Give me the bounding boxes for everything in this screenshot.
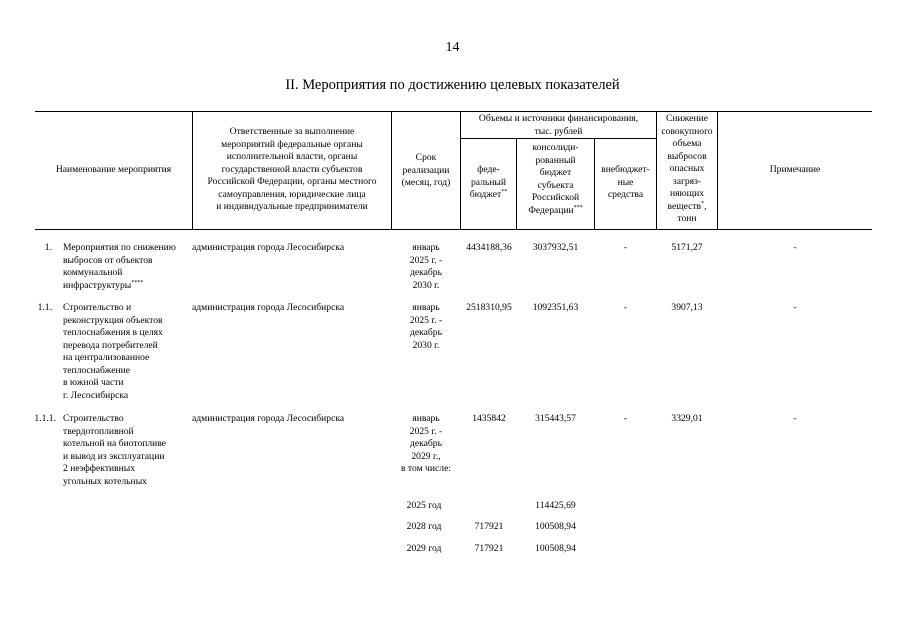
row-note: - bbox=[793, 413, 797, 424]
header-consolidated-budget: консолиди- рованный бюджет субъекта Российской Федерации*** bbox=[528, 142, 583, 216]
row-reduction: 5171,27 bbox=[671, 242, 703, 253]
year-consolidated: 100508,94 bbox=[535, 543, 576, 554]
header-note: Примечание bbox=[769, 164, 821, 175]
year-consolidated: 114425,69 bbox=[535, 500, 576, 511]
row-note: - bbox=[793, 302, 797, 313]
row-reduction: 3907,13 bbox=[671, 302, 703, 313]
row-federal: 1435842 bbox=[472, 413, 506, 424]
row-consolidated: 3037932,51 bbox=[532, 242, 579, 253]
row-term: январь 2025 г. - декабрь 2030 г. bbox=[409, 242, 443, 291]
row-responsible: администрация города Лесосибирска bbox=[192, 242, 345, 253]
section-title: II. Мероприятия по достижению целевых показателей bbox=[285, 77, 620, 93]
row-off-budget: - bbox=[623, 413, 628, 424]
header-responsible: Ответственные за выполнение мероприятий федеральные органы исполнительной власти, органы государственной власти субъектов Российской Федерации, органы местного самоуправления, юридические лица и индивидуальные предприниматели bbox=[207, 126, 377, 212]
row-name: Строительство твердотопливной котельной на биотопливе и вывод из эксплуатации 2 неэффективных угольных котельных bbox=[63, 413, 167, 487]
row-number: 1. bbox=[44, 242, 52, 253]
row-responsible: администрация города Лесосибирска bbox=[192, 302, 345, 313]
row-name: Строительство и реконструкция объектов теплоснабжения в целях перевода потребителей на централизованное теплоснабжение в южной части г. Лесосибирска bbox=[63, 302, 163, 401]
row-federal: 2518310,95 bbox=[466, 302, 512, 313]
row-name: Мероприятия по снижению выбросов от объектов коммунальной инфраструктуры**** bbox=[63, 242, 176, 291]
page-number: 14 bbox=[445, 40, 460, 55]
header-name: Наименование мероприятия bbox=[55, 164, 172, 175]
header-term: Срок реализации (месяц, год) bbox=[401, 152, 451, 188]
year-term: 2028 год bbox=[406, 521, 442, 532]
header-emission-reduction: Снижение совокупного объема выбросов опасных загряз- няющих веществ*, тонн bbox=[661, 113, 713, 224]
row-note: - bbox=[793, 242, 797, 253]
row-reduction: 3329,01 bbox=[671, 413, 703, 424]
row-consolidated: 1092351,63 bbox=[532, 302, 579, 313]
row-off-budget: - bbox=[623, 302, 628, 313]
year-federal: 717921 bbox=[474, 543, 504, 554]
row-term: январь 2025 г. - декабрь 2030 г. bbox=[409, 302, 443, 351]
header-federal-budget: феде- ральный бюджет** bbox=[469, 164, 508, 200]
year-term: 2025 год bbox=[406, 500, 442, 511]
row-number: 1.1.1. bbox=[34, 413, 56, 424]
row-term: январь 2025 г. - декабрь 2029 г., в том числе: bbox=[400, 413, 451, 474]
row-responsible: администрация города Лесосибирска bbox=[192, 413, 345, 424]
row-federal: 4434188,36 bbox=[466, 242, 512, 253]
row-number: 1.1. bbox=[37, 302, 52, 313]
row-consolidated: 315443,57 bbox=[535, 413, 576, 424]
year-consolidated: 100508,94 bbox=[535, 521, 576, 532]
header-funding: Объемы и источники финансирования, тыс. рублей bbox=[478, 113, 639, 137]
year-federal: 717921 bbox=[474, 521, 504, 532]
year-term: 2029 год bbox=[406, 543, 442, 554]
row-off-budget: - bbox=[623, 242, 628, 253]
header-off-budget: внебюджет- ные средства bbox=[601, 164, 650, 200]
